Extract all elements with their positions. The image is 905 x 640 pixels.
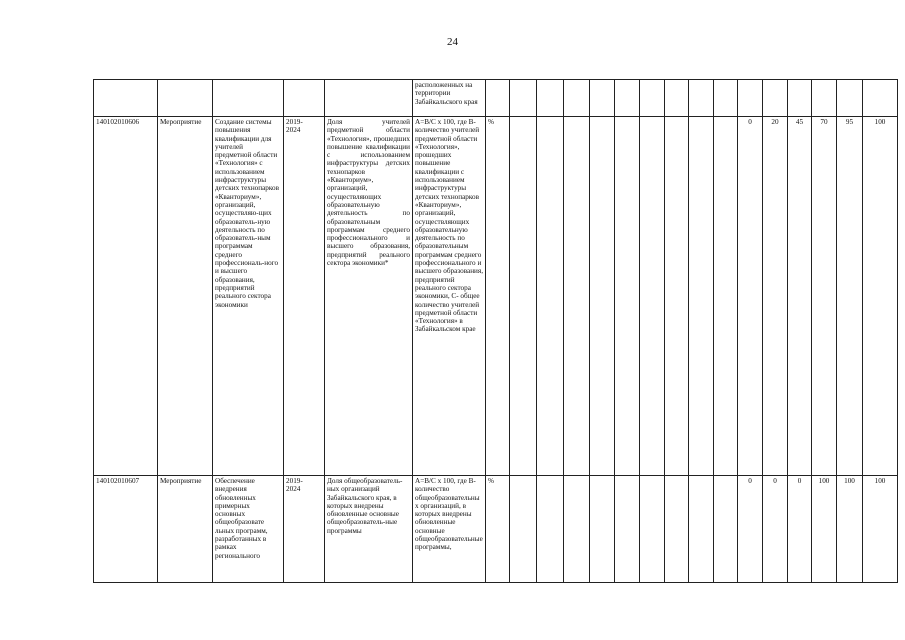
value-2024: 100 [863, 117, 898, 476]
cell-type [158, 80, 213, 117]
value-2019: 0 [738, 117, 763, 476]
cell-period [284, 80, 325, 117]
cell-code: 140102010607 [94, 476, 158, 583]
value-2021: 0 [788, 476, 812, 583]
value-2021: 45 [788, 117, 812, 476]
cell-formula: расположенных на территории Забайкальского края [413, 80, 486, 117]
indicators-table [93, 79, 898, 583]
value-2023: 100 [837, 476, 863, 583]
table-row [94, 476, 898, 583]
value-2023: 95 [837, 117, 863, 476]
cell-name [213, 80, 284, 117]
value-2019: 0 [738, 476, 763, 583]
cell-period: 2019- 2024 [284, 117, 325, 476]
value-2022: 100 [812, 476, 837, 583]
cell-formula: A=B/C x 100, где B- количество общеобразовательных организаций, в которых внедрены обновленные основные общеобразовательные программы, [413, 476, 486, 583]
cell-type: Мероприятие [158, 117, 213, 476]
table-row [94, 117, 898, 476]
cell-formula: A=B/C x 100, где B- количество учителей предметной области «Технология», прошедших повышение квалификации с использованием инфраструктуры детских технопарков «Кванториум», организаций, осуществляющих образовательную деятельность по образовательным программам среднего профессионального и высшего образования, предприятий реального сектора экономики, C- общее количество учителей предметной области «Технология» в Забайкальском крае [413, 117, 486, 476]
cell-name: Создание системы повышения квалификации для учителей предметной области «Технология» с использованием инфраструктуры детских технопарков «Кванториум», организаций, осуществляю-щих образователь-ную деятельность по образователь-ным программам среднего профессиональ-ного и высшего образования, предприятий реального сектора экономики [213, 117, 284, 476]
cell-indicator [325, 80, 413, 117]
cell-type: Мероприятие [158, 476, 213, 583]
cell-unit [486, 80, 510, 117]
cell-code: 140102010606 [94, 117, 158, 476]
value-2022: 70 [812, 117, 837, 476]
cell-unit: % [486, 117, 510, 476]
cell-code [94, 80, 158, 117]
cell-indicator: Доля учителей предметной области «Технология», прошедших повышение квалификации с использованием инфраструктуры детских технопарков «Кванториум», организаций, осуществляющих образовательную деятельность по образовательным программам среднего профессионального и высшего образования, предприятий реального сектора экономики* [325, 117, 413, 476]
value-2020: 0 [763, 476, 788, 583]
cell-indicator: Доля общеобразователь-ных организаций Забайкальского края, в которых внедрены обновленные основные общеобразователь-ные программы [325, 476, 413, 583]
cell-unit: % [486, 476, 510, 583]
cell-name: Обеспечение внедрения обновленных примерных основных общеобразовате льных программ, разработанных в рамках регионального [213, 476, 284, 583]
value-2020: 20 [763, 117, 788, 476]
table-row-continuation [94, 80, 898, 117]
cell-period: 2019- 2024 [284, 476, 325, 583]
page-number: 24 [447, 36, 458, 48]
value-2024: 100 [863, 476, 898, 583]
